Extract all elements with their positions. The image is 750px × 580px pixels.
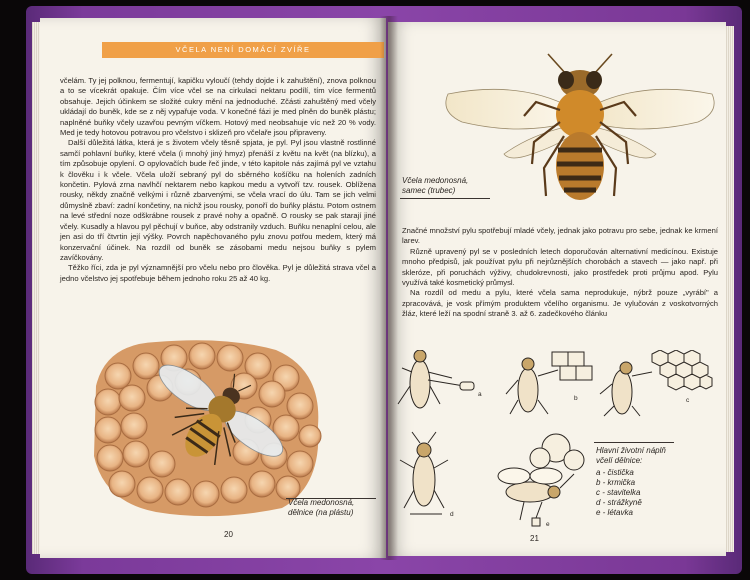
honeycomb-worker-illustration <box>86 336 326 518</box>
page-number: 20 <box>224 530 233 539</box>
paragraph: Různě upravený pyl se v posledních letech doporučován alternativní medicínou. Existuje mnoho předpisů, jak používat pylu při nejrůznějších chorobách a stavech — jako např. při skleróze, při poruchách výživy, chudokrevnosti, jako prostředek proti průjmu apod. Pylu využívá také kosmetický průmysl. <box>402 246 718 288</box>
figure-label: e <box>546 521 550 528</box>
right-body-text <box>402 226 718 320</box>
page-number: 21 <box>530 534 539 543</box>
caption-line: samec (trubec) <box>402 186 456 195</box>
legend-title-line: včelí dělnice: <box>596 456 643 465</box>
figure-c-builder <box>600 350 712 416</box>
legend-list <box>596 468 666 518</box>
left-body-text <box>60 76 376 284</box>
figure-label: d <box>450 511 454 518</box>
caption-rule <box>286 498 376 499</box>
chapter-header: VČELA NENÍ DOMÁCÍ ZVÍŘE <box>175 45 311 54</box>
legend-item: e - létavka <box>596 508 633 517</box>
legend-item: d - strážkyně <box>596 498 642 507</box>
legend-item: b - krmička <box>596 478 636 487</box>
figure-e-forager <box>498 434 584 526</box>
right-caption <box>402 176 468 196</box>
figure-a-cleaner <box>398 350 474 408</box>
duties-legend <box>596 442 666 518</box>
paragraph: Těžko říci, zda je pyl významnější pro včelu nebo pro člověka. Pyl je důležitá strava včel a jedno včelstvo jej spotřebuje během jednoho roku 25 až 40 kg. <box>60 263 376 283</box>
paragraph: včelám. Ty jej polknou, fermentují, kapičku vyloučí (tehdy dojde i k zahuštění), znova polknou a to se vícekrát opakuje. Čím více včel se na cirkulaci nektaru podílí, tím více fermentů obsahuje. Jejich účinkem se složité cukry mění na jednoduché. Zčásti zahuštěný med včely ukládají do buněk, kde se z něj vypařuje voda. V konečné fázi je med plněn do buněk plástu; naplněné buňky včely uzavřou pevným víčkem. Hotový med neobsahuje víc než 20 % vody. Med je tedy hotovou potravou pro včelstvo i sklizeň pro včelaře jsou připraveny. <box>60 76 376 138</box>
caption-rule <box>400 198 490 199</box>
legend-title <box>596 446 666 466</box>
left-caption <box>288 498 354 518</box>
paragraph: Značné množství pylu spotřebují mladé včely, jednak jako potravu pro sebe, jednak ke krmení larev. <box>402 226 718 246</box>
caption-line: Včela medonosná, <box>288 498 355 507</box>
figure-label: c <box>686 397 690 404</box>
legend-item: c - stavitelka <box>596 488 641 497</box>
caption-line: dělnice (na plástu) <box>288 508 354 517</box>
right-page <box>388 22 726 556</box>
worker-duties-figures <box>394 350 720 536</box>
paragraph: Na rozdíl od medu a pylu, které včela sama neprodukuje, nýbrž pouze „vyrábí" a zpracovává, je vosk přímým produktem včelího organismu. Je vylučován z voskotvorných žláz, které leží na spodní straně 3. až 6. zadečkového článku <box>402 288 718 319</box>
figure-label: b <box>574 395 578 402</box>
figure-label: a <box>478 391 482 398</box>
figure-b-nurse <box>506 352 592 414</box>
figure-d-guard <box>400 432 448 514</box>
legend-item: a - čistička <box>596 468 634 477</box>
book-gutter <box>380 16 398 560</box>
caption-line: Včela medonosná, <box>402 176 469 185</box>
paragraph: Další důležitá látka, která je s životem včely těsně spjata, je pyl. Pyl jsou vlastně rostlinné samčí pohlavní buňky, které včela (i mnohý jiný hmyz) přenáší z květu na květ (na blízku), a tím způsobuje opylení. O opylovačích bude řeč jinde, v této kapitole nás zajímá pyl ve vztahu k člověku i k včele. Včela uloží sebraný pyl do sběrného košíčku na holeních zadních končetin. Pylová zrna navlhčí nektarem nebo kapkou medu a vytvoří tzv. rousek. Oblížena rousky, někdy značně velkými i různě zbarvenými, se včela vrací do úlu. Tam se jich velmi důmyslně zbaví: zadní končetiny, na nichž jsou rousky, ponoří do buňky plástu. Potom ostnem na levé střední noze odškrábne rousek z pravé nohy a opačně. O rousky se pak starají jiné včely. Kusadly a hlavou pyl pěchují v buňce, aby odstranily vzduch. Buňku nenaplní celou, ale jen asi do tří čtvrtin její výšky. Povrch napěchovaného pylu znovu potřou medem, který má konzervační účinek. Na rozdíl od buněk se zásobami medu nejsou buňky s pylem zavíčkovány. <box>60 138 376 262</box>
left-page <box>40 18 386 558</box>
legend-title-line: Hlavní životní náplň <box>596 446 666 455</box>
drone-bee-illustration <box>440 50 720 220</box>
legend-rule <box>594 442 674 443</box>
chapter-header-bar <box>102 42 384 58</box>
